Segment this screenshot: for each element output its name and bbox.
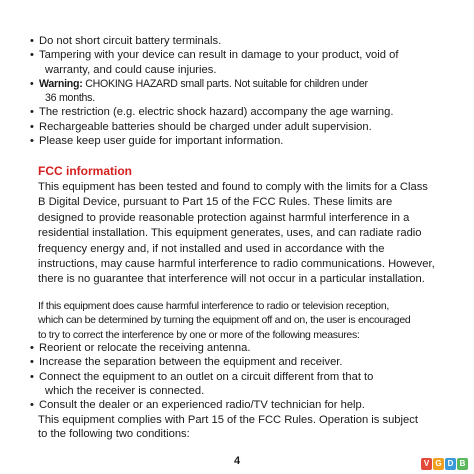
- measures-bullet-list: [30, 341, 450, 412]
- list-item: • Tampering with your device can result in damage to your product, void of warranty, and could cause injuries.: [30, 49, 399, 76]
- warning-text: CHOKING HAZARD small parts. Not suitable for children under: [85, 77, 368, 90]
- bullet-icon: •: [30, 342, 34, 354]
- list-item: • The restriction (e.g. electric shock hazard) accompany the age warning.: [30, 106, 394, 119]
- bullet-icon: •: [30, 120, 34, 133]
- list-item: • Do not short circuit battery terminals.: [30, 35, 222, 47]
- fcc-heading: FCC information: [38, 164, 132, 178]
- bullet-icon: •: [30, 77, 34, 90]
- bullet-icon: •: [30, 135, 34, 148]
- bullet-icon: •: [30, 356, 34, 369]
- interference-paragraph: If this equipment does cause harmful interference to radio or television reception, which can be determined by turning the equipment off and on, the user is encouraged to try to correct the interference by one or more of the following measures:: [38, 300, 411, 341]
- page-number: 4: [233, 455, 241, 467]
- bullet-icon: •: [30, 106, 34, 119]
- list-item: • Connect the equipment to an outlet on a circuit different from that to which the receiver is connected.: [30, 370, 374, 397]
- list-item: • Reorient or relocate the receiving antenna.: [30, 342, 251, 354]
- watermark-letter: G: [433, 458, 444, 470]
- warning-list-item: • Warning: CHOKING HAZARD small parts. Not suitable for children under 36 months.: [30, 77, 368, 105]
- compliance-paragraph: This equipment complies with Part 15 of the FCC Rules. Operation is subject to the following two conditions:: [38, 414, 418, 441]
- watermark-letter: V: [421, 458, 432, 470]
- safety-bullet-list: [30, 34, 450, 148]
- bullet-icon: •: [30, 35, 34, 47]
- bullet-icon: •: [30, 399, 34, 412]
- bullet-icon: •: [30, 370, 34, 383]
- list-item: • Please keep user guide for important information.: [30, 135, 284, 148]
- watermark-letter: D: [445, 458, 456, 470]
- list-item: • Rechargeable batteries should be charged under adult supervision.: [30, 120, 372, 133]
- bullet-icon: •: [30, 49, 34, 62]
- warning-label: Warning:: [39, 77, 83, 90]
- list-item: • Consult the dealer or an experienced radio/TV technician for help.: [30, 399, 365, 412]
- watermark-logo: [421, 458, 468, 470]
- fcc-paragraph: This equipment has been tested and found to comply with the limits for a Class B Digital Device, pursuant to Part 15 of the FCC Rules. These limits are designed to provide reasonable protection against harmful interference in a residential installation. This equipment generates, uses, and can radiate radio frequency energy and, if not installed and used in accordance with the instructions, may cause harmful interference to radio communications. However, there is no guarantee that interference will not occur in a particular installation.: [38, 181, 435, 286]
- watermark-letter: B: [457, 458, 468, 470]
- list-item: • Increase the separation between the equipment and receiver.: [30, 356, 343, 369]
